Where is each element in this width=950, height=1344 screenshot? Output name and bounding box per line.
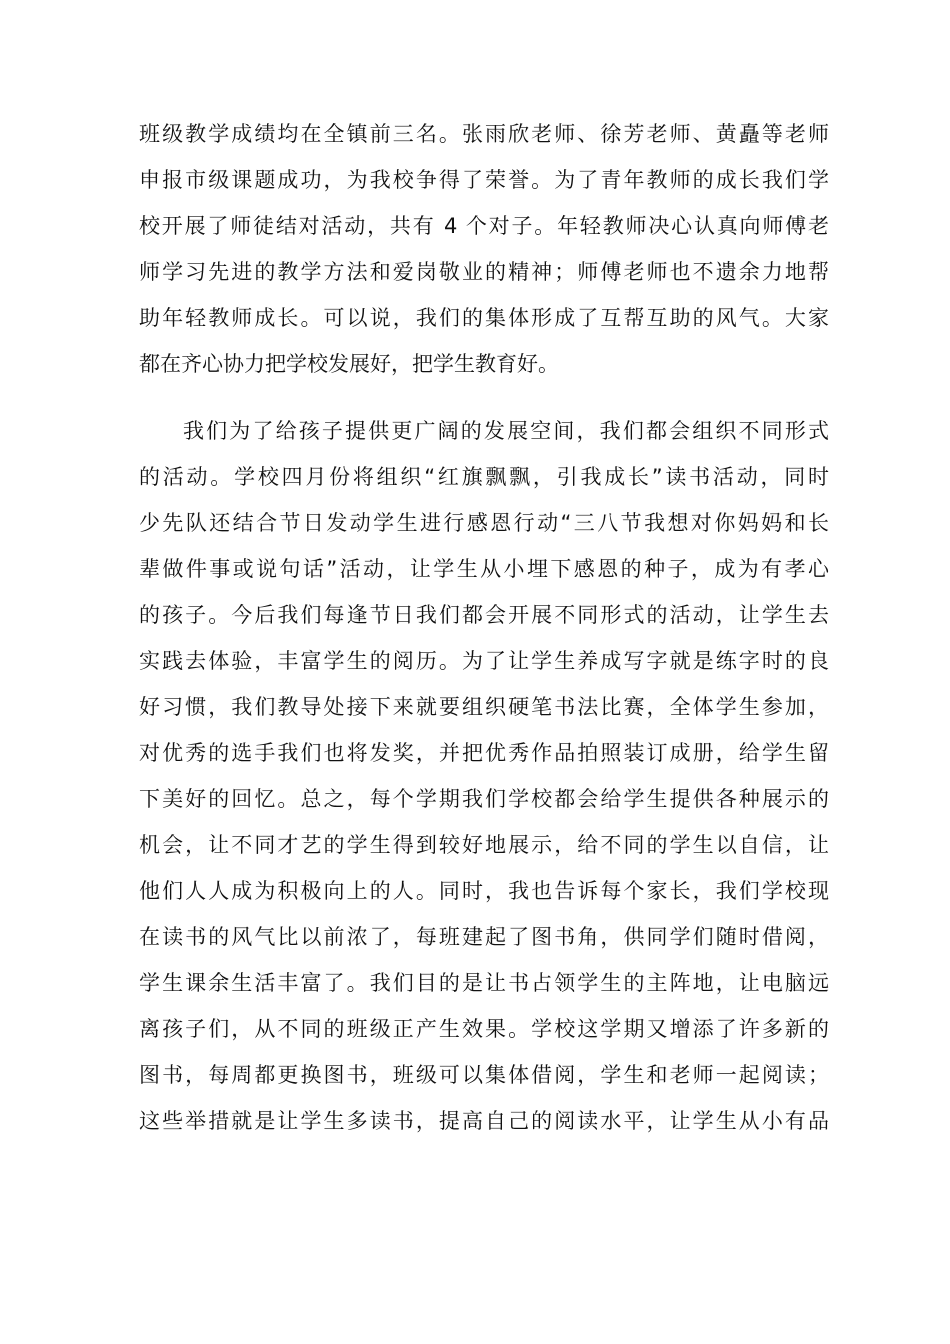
paragraph-line: 校开展了师徒结对活动，共有 4 个对子。年轻教师决心认真向师傅老 — [139, 214, 829, 238]
paragraph-line: 在读书的风气比以前浓了，每班建起了图书角，供同学们随时借阅， — [139, 925, 829, 949]
paragraph-line: 下美好的回忆。总之，每个学期我们学校都会给学生提供各种展示的 — [139, 787, 829, 811]
paragraph-line: 离孩子们，从不同的班级正产生效果。学校这学期又增添了许多新的 — [139, 1017, 829, 1041]
paragraph-line: 这些举措就是让学生多读书，提高自己的阅读水平，让学生从小有品 — [139, 1109, 829, 1133]
paragraph-line: 他们人人成为积极向上的人。同时，我也告诉每个家长，我们学校现 — [139, 879, 829, 903]
paragraph-line: 对优秀的选手我们也将发奖，并把优秀作品拍照装订成册，给学生留 — [139, 741, 829, 765]
paragraph-line: 实践去体验，丰富学生的阅历。为了让学生养成写字就是练字时的良 — [139, 649, 829, 673]
paragraph-line: 助年轻教师成长。可以说，我们的集体形成了互帮互助的风气。大家 — [139, 306, 829, 330]
paragraph-line: 师学习先进的教学方法和爱岗敬业的精神；师傅老师也不遗余力地帮 — [139, 260, 829, 284]
paragraph-line: 少先队还结合节日发动学生进行感恩行动“三八节我想对你妈妈和长 — [139, 511, 829, 535]
paragraph-line: 申报市级课题成功，为我校争得了荣誉。为了青年教师的成长我们学 — [139, 168, 829, 192]
paragraph-line: 都在齐心协力把学校发展好，把学生教育好。 — [139, 352, 559, 376]
paragraph-line: 的孩子。今后我们每逢节日我们都会开展不同形式的活动，让学生去 — [139, 603, 829, 627]
paragraph-line: 我们为了给孩子提供更广阔的发展空间，我们都会组织不同形式 — [183, 419, 829, 443]
paragraph-line: 班级教学成绩均在全镇前三名。张雨欣老师、徐芳老师、黄矗等老师 — [139, 122, 829, 146]
paragraph-teacher-achievements — [139, 111, 829, 387]
paragraph-line: 的活动。学校四月份将组织“红旗飘飘，引我成长”读书活动，同时 — [139, 465, 829, 489]
paragraph-line: 图书，每周都更换图书，班级可以集体借阅，学生和老师一起阅读； — [139, 1063, 829, 1087]
paragraph-student-activities — [139, 408, 829, 1144]
paragraph-line: 机会，让不同才艺的学生得到较好地展示，给不同的学生以自信，让 — [139, 833, 829, 857]
paragraph-line: 学生课余生活丰富了。我们目的是让书占领学生的主阵地，让电脑远 — [139, 971, 829, 995]
paragraph-line: 好习惯，我们教导处接下来就要组织硬笔书法比赛，全体学生参加， — [139, 695, 829, 719]
paragraph-line: 辈做件事或说句话”活动，让学生从小埋下感恩的种子，成为有孝心 — [139, 557, 829, 581]
